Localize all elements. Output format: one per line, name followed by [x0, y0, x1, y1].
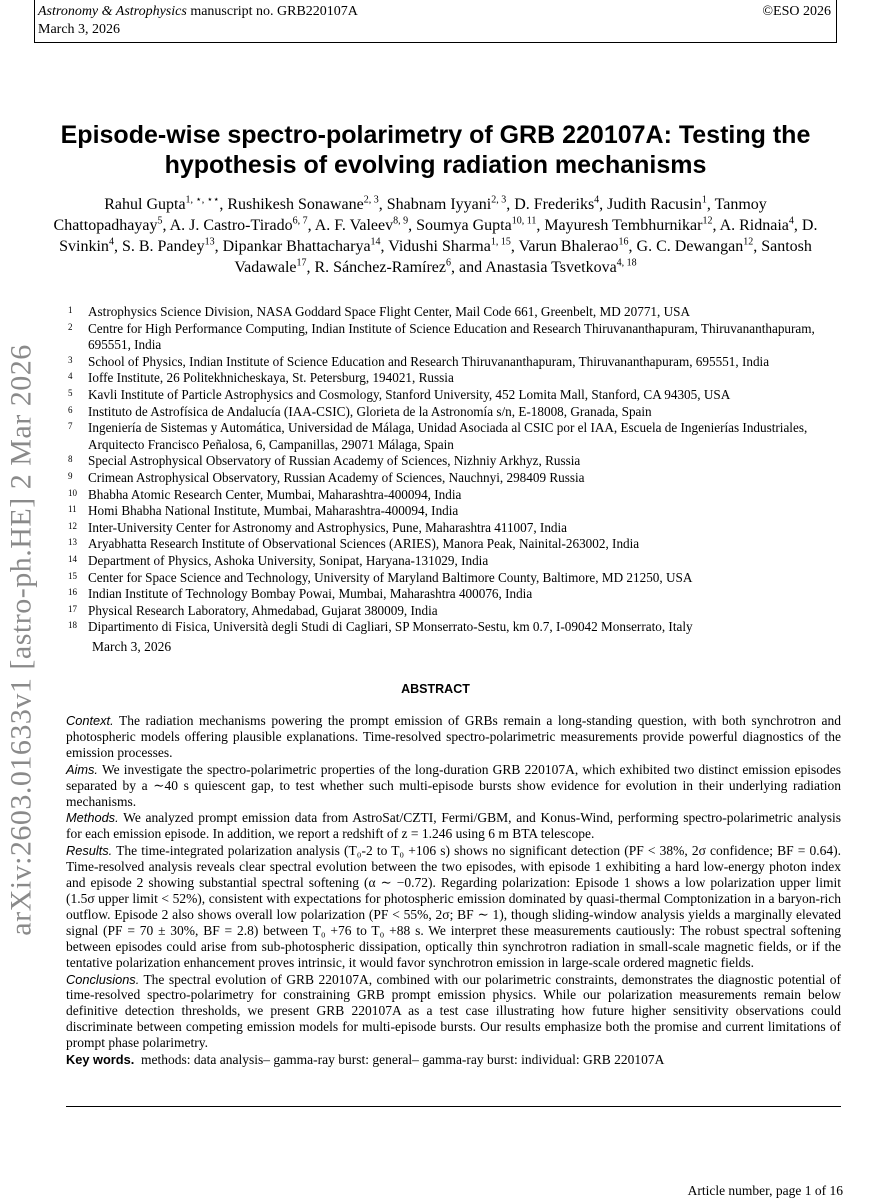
- affiliation-number: 14: [68, 553, 77, 564]
- abstract-heading: ABSTRACT: [401, 682, 470, 696]
- affiliation-number: 18: [68, 620, 77, 631]
- affiliation-text: Ioffe Institute, 26 Politekhnicheskaya, St. Petersburg, 194021, Russia: [88, 370, 454, 386]
- affiliation: [68, 304, 831, 321]
- author-name: Shabnam Iyyani: [386, 196, 492, 213]
- author: [170, 217, 308, 234]
- affiliation: [68, 354, 831, 371]
- author-name: Mayuresh Tembhurnikar: [544, 217, 703, 234]
- author-name: Rushikesh Sonawane: [227, 196, 364, 213]
- author-name: Dipankar Bhattacharya: [222, 238, 371, 255]
- affiliation-number: 4: [68, 371, 73, 382]
- abstract-section-text: We analyzed prompt emission data from AstroSat/CZTI, Fermi/GBM, and Konus-Wind, performing spectro-polarimetric analysis for each emission episode. In addition, we report a redshift of z = 1.246 using 6 m BTA telescope.: [66, 810, 841, 842]
- author-affiliation-marker: 5: [157, 215, 163, 227]
- affiliation-text: Crimean Astrophysical Observatory, Russian Academy of Sciences, Nauchnyi, 298409 Russia: [88, 469, 585, 485]
- affiliation-number: 8: [68, 454, 73, 465]
- author: [223, 238, 381, 255]
- abstract-section-label: Methods.: [66, 810, 119, 826]
- keywords: [66, 1052, 841, 1068]
- author-affiliation-marker: 1, 15: [490, 236, 511, 248]
- author-affiliation-marker: 2, 3: [491, 194, 507, 206]
- page-header: [34, 0, 837, 44]
- abstract-section-text: We investigate the spectro-polarimetric properties of the long-duration GRB 220107A, which exhibited two distinct emission episodes separated by a ∼40 s quiescent gap, to test whether such multi-episode bursts show evidence for evolution in their underlying radiation mechanisms.: [66, 761, 841, 809]
- author-affiliation-marker: 1, ⋆, ⋆⋆: [185, 194, 220, 206]
- affiliation: [68, 370, 831, 387]
- abstract-section-label: Results.: [66, 843, 113, 859]
- affiliation: [68, 619, 831, 636]
- author-affiliation-marker: 6: [446, 257, 451, 269]
- affiliation-number: 3: [68, 354, 73, 365]
- abstract-section-text: The radiation mechanisms powering the prompt emission of GRBs remain a long-standing question, with both synchrotron and photospheric models offering plausible explanations. Time-resolved spectro-polarimetric measurements provide powerful diagnostics of the emission processes.: [66, 713, 841, 760]
- affiliation-text: Dipartimento di Fisica, Università degli Studi di Cagliari, SP Monserrato-Sestu, km 0.7, I-09042 Monserrato, Italy: [88, 619, 693, 635]
- affiliation-text: School of Physics, Indian Institute of Science Education and Research Thiruvananthapuram, Thiruvananthapuram, 695551, India: [88, 353, 770, 369]
- abstract-section: [66, 713, 841, 761]
- author-affiliation-marker: 4: [788, 215, 794, 227]
- affiliation-number: 6: [68, 404, 73, 415]
- affiliation-text: Bhabha Atomic Research Center, Mumbai, Maharashtra-400094, India: [88, 486, 462, 502]
- affiliation-number: 5: [68, 387, 73, 398]
- abstract-section-label: Conclusions.: [66, 971, 140, 987]
- affiliation-number: 7: [68, 421, 73, 432]
- affiliation: [68, 570, 831, 587]
- author-affiliation-marker: 8, 9: [393, 215, 409, 227]
- affiliation-number: 1: [68, 305, 73, 315]
- paper-title: [40, 120, 831, 180]
- affiliation-number: 16: [68, 587, 77, 598]
- author-name: D. Svinkin: [59, 217, 818, 255]
- author-affiliation-marker: 12: [702, 215, 713, 227]
- abstract-section: [66, 810, 841, 842]
- author: [387, 196, 506, 213]
- title-line-2: hypothesis of evolving radiation mechanisms: [164, 151, 707, 179]
- author-affiliation-marker: 16: [618, 236, 629, 248]
- author-name: Soumya Gupta: [416, 217, 512, 234]
- author: [104, 196, 219, 213]
- manuscript-number: manuscript no. GRB220107A: [186, 4, 358, 19]
- abstract-section-label: Context.: [66, 713, 114, 728]
- author-name: Anastasia Tsvetkova: [485, 259, 617, 276]
- submission-date: March 3, 2026: [92, 639, 172, 654]
- affiliation-number: 13: [68, 537, 77, 548]
- author-affiliation-marker: 4, 18: [616, 257, 637, 269]
- affiliation-number: 15: [68, 570, 77, 581]
- affiliation: [68, 453, 831, 470]
- author-name: Tanmoy Chattopadhayay: [53, 196, 767, 234]
- author-name: Rahul Gupta: [104, 196, 186, 213]
- author-affiliation-marker: 2, 3: [363, 194, 379, 206]
- affiliation: [68, 420, 831, 453]
- author-name: D. Frederiks: [514, 196, 595, 213]
- author-name: Santosh Vadawale: [234, 238, 812, 276]
- affiliation-text: Center for Space Science and Technology, University of Maryland Baltimore County, Baltimore, MD 21250, USA: [88, 569, 693, 585]
- author-affiliation-marker: 14: [370, 236, 381, 248]
- affiliation: [68, 586, 831, 603]
- abstract-section: [66, 762, 841, 810]
- author: [544, 217, 712, 234]
- arxiv-sidebar: [0, 320, 52, 960]
- author-affiliation-marker: 4: [108, 236, 114, 248]
- affiliation-text: Inter-University Center for Astronomy and Astrophysics, Pune, Maharashtra 411007, India: [88, 519, 568, 535]
- author: [485, 259, 636, 276]
- affiliation-number: 17: [68, 603, 77, 614]
- affiliation: [68, 470, 831, 487]
- author-list: Rahul Gupta$^{1, ⋆, ⋆⋆}$, Rushikesh Sonawane$^{2, 3}$, Shabnam Iyyani$^{2, 3}$, D. Frederiks$^4$, Judith Racusin$^1$, Tanmoy Chattopadhayay$^5$, A. J. Castro-Tirado$^{6, 7}$, A. F. Valeev$^{8, 9}$, Soumya Gupta$^{10, 11}$, Mayuresh Tembhurnikar$^{12}$, A. Ridnaia$^4$, D. Svinkin$^4$, S. B. Pandey$^{13}$, Dipankar Bhattacharya$^{14}$, Vidushi Sharma$^{1, 15}$, Varun Bhalerao$^{16}$, G. C. Dewangan$^{12}$, Santosh Vadawale$^{17}$, R. Sánchez-Ramírez$^6$, and Anastasia Tsvetkova$^{4, 18}$: [53, 194, 818, 276]
- author: [388, 238, 511, 255]
- affiliation-text: Physical Research Laboratory, Ahmedabad, Gujarat 380009, India: [88, 602, 438, 618]
- affiliation-number: 10: [68, 487, 77, 498]
- author: [315, 217, 408, 234]
- journal-line: [38, 4, 358, 20]
- abstract-section: [66, 972, 841, 1052]
- abstract-section-text: The spectral evolution of GRB 220107A, combined with our polarimetric constraints, demonstrates the diagnostic potential of time-resolved spectro-polarimetry for constraining GRB prompt emission physics. While our polarization measurements remain below definitive detection thresholds, we present GRB 220107A as a test case illustrating how future higher sensitivity observations could discriminate between competing emission models for multi-episode bursts. Our results emphasize both the promise and current limitations of prompt phase polarimetry.: [66, 971, 841, 1051]
- author-affiliation-marker: 6, 7: [292, 215, 308, 227]
- affiliation-text: Astrophysics Science Division, NASA Goddard Space Flight Center, Mail Code 661, Greenbelt, MD 20771, USA: [88, 304, 691, 319]
- author-name: G. C. Dewangan: [636, 238, 744, 255]
- abstract-section-label: Aims.: [66, 761, 98, 777]
- affiliation: [68, 553, 831, 570]
- affiliation-text: Kavli Institute of Particle Astrophysics and Cosmology, Stanford University, 452 Lomita Mall, Stanford, CA 94305, USA: [88, 386, 731, 402]
- affiliation: [68, 387, 831, 404]
- author: [519, 238, 629, 255]
- title-line-1: Episode-wise spectro-polarimetry of GRB 220107A: Testing the: [60, 121, 811, 149]
- affiliation-text: Homi Bhabha National Institute, Mumbai, Maharashtra-400094, India: [88, 503, 459, 519]
- author-affiliation-marker: 13: [204, 236, 215, 248]
- abstract-section: [66, 843, 841, 970]
- affiliation-text: Centre for High Performance Computing, Indian Institute of Science Education and Research Thiruvananthapuram, Thiruvananthapuram, 695551, India: [88, 320, 815, 353]
- author-name: Varun Bhalerao: [518, 238, 619, 255]
- author-affiliation-marker: 1: [701, 194, 707, 206]
- affiliation: [68, 536, 831, 553]
- affiliation-text: Ingeniería de Sistemas y Automática, Universidad de Málaga, Unidad Asociada al CSIC por el IAA, Escuela de Ingenierías Industriales, Arquitecto Francisco Peñalosa, 6, Campanillas, 29071 Málaga, Spain: [88, 420, 808, 452]
- affiliation-number: 12: [68, 520, 77, 531]
- author: [637, 238, 754, 255]
- abstract-section-text: The time-integrated polarization analysis (T₀-2 to T₀ +106 s) shows no significant detection (PF < 38%, 2σ confidence; BF = 0.64). Time-resolved analysis reveals clear spectral evolution between the two episodes, with episode 1 exhibiting a hard low-energy photon index and episode 2 showing substantial spectral softening (α ∼ −0.72). Regarding polarization: Episode 1 shows a low polarization upper limit (1.5σ upper limit < 52%), consistent with expectations for photospheric emission dominated by quasi-thermal Comptonization in a baryon-rich outflow. Episode 2 also shows overall low polarization (PF < 55%, 2σ; BF ∼ 1), though sliding-window analysis yields a marginally elevated signal (PF = 70 ± 30%, BF = 2.8) between T₀ +76 to T₀ +88 s. We interpret these measurements cautiously: The robust spectral softening between episodes could arise from sub-photospheric dissipation, optically thin synchrotron radiation in small-scale magnetic fields, or if the tentative polarization enhancement proves intrinsic, it would favor synchrotron emission in large-scale ordered magnetic fields.: [66, 843, 841, 970]
- journal-name: Astronomy & Astrophysics: [38, 4, 187, 19]
- affiliation: [68, 487, 831, 504]
- copyright: ©ESO 2026: [762, 4, 831, 19]
- author-name: A. J. Castro-Tirado: [169, 217, 293, 234]
- author: [514, 196, 599, 213]
- author: [122, 238, 215, 255]
- affiliation-number: 9: [68, 470, 73, 481]
- affiliation: [68, 321, 831, 354]
- affiliation-text: Indian Institute of Technology Bombay Powai, Mumbai, Maharashtra 400076, India: [88, 586, 533, 602]
- author-affiliation-marker: 17: [296, 257, 307, 269]
- arxiv-id: arXiv:2603.01633v1 [astro-ph.HE] 2 Mar 2026: [5, 344, 38, 936]
- author-name: S. B. Pandey: [121, 238, 205, 255]
- affiliation-list: [68, 304, 831, 636]
- author: [227, 196, 378, 213]
- author-affiliation-marker: 12: [743, 236, 754, 248]
- affiliation-text: Special Astrophysical Observatory of Russian Academy of Sciences, Nizhniy Arkhyz, Russia: [88, 453, 581, 469]
- affiliation: [68, 520, 831, 537]
- author: [720, 217, 794, 234]
- affiliation-text: Department of Physics, Ashoka University, Sonipat, Haryana-131029, India: [88, 552, 489, 568]
- author-name: Vidushi Sharma: [388, 238, 491, 255]
- author-name: Judith Racusin: [607, 196, 702, 213]
- author-name: R. Sánchez-Ramírez: [314, 259, 446, 276]
- author: [416, 217, 536, 234]
- page-footer: Article number, page 1 of 16: [687, 1183, 843, 1198]
- affiliation: [68, 603, 831, 620]
- abstract-body: [66, 713, 841, 1069]
- keywords-label: Key words.: [66, 1052, 135, 1068]
- affiliation: [68, 503, 831, 520]
- affiliation-number: 11: [68, 504, 77, 515]
- author-name: A. Ridnaia: [719, 217, 789, 234]
- affiliation-text: Aryabhatta Research Institute of Observational Sciences (ARIES), Manora Peak, Nainital-263002, India: [88, 536, 640, 552]
- author: [607, 196, 707, 213]
- author-affiliation-marker: 10, 11: [511, 215, 537, 227]
- header-date: March 3, 2026: [38, 22, 121, 37]
- abstract-sections: [66, 713, 841, 1051]
- affiliation-text: Instituto de Astrofísica de Andalucía (IAA-CSIC), Glorieta de la Astronomía s/n, E-18008, Granada, Spain: [88, 403, 652, 419]
- affiliation-number: 2: [68, 321, 73, 332]
- keywords-text: methods: data analysis– gamma-ray burst: general– gamma-ray burst: individual: GRB 220107A: [141, 1052, 665, 1068]
- author-affiliation-marker: 4: [594, 194, 600, 206]
- author-name: A. F. Valeev: [314, 217, 394, 234]
- author: [315, 259, 452, 276]
- abstract-rule: [66, 1106, 841, 1107]
- affiliation: [68, 404, 831, 421]
